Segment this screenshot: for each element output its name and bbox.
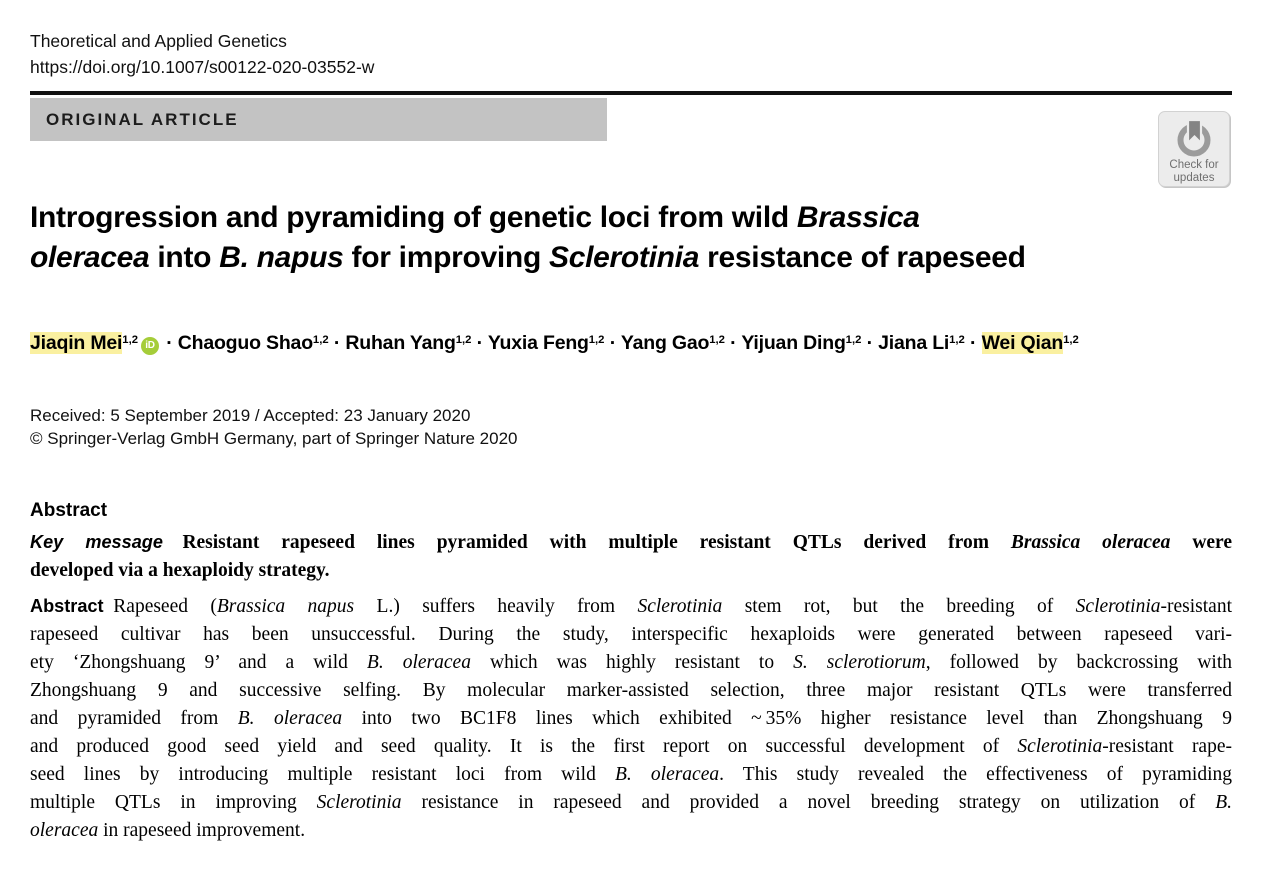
- authors-line: Jiaqin Mei$^{1,2}$ iD · Chaoguo Shao$^{1,2}$ · Ruhan Yang$^{1,2}$ · Yuxia Feng$^{1,2}$ · Yang Gao$^{1,2}$ · Yijuan Ding$^{1,2}$ · Jiana Li$^{1,2}$ · Wei Qian$^{1,2}$: [30, 331, 1079, 354]
- abstract-line: and produced good seed yield and seed quality. It is the first report on successful development of Sclerotinia-resistant rape-: [30, 735, 1232, 757]
- abstract-line: seed lines by introducing multiple resistant loci from wild B. oleracea. This study revealed the effectiveness of pyramiding: [30, 763, 1232, 785]
- doi-link[interactable]: https://doi.org/10.1007/s00122-020-03552-w: [30, 57, 375, 77]
- orcid-icon[interactable]: iD: [141, 337, 159, 355]
- article-meta: [30, 404, 1232, 450]
- key-message: [30, 528, 1232, 585]
- header-rule: [30, 91, 1232, 95]
- abstract-line: Abstract Rapeseed (Brassica napus L.) suffers heavily from Sclerotinia stem rot, but the breeding of Sclerotinia-resistant: [30, 595, 1233, 617]
- abstract-line: rapeseed cultivar has been unsuccessful. During the study, interspecific hexaploids were generated between rapeseed vari-: [30, 623, 1232, 645]
- journal-header: [30, 28, 1232, 80]
- key-message-line: developed via a hexaploidy strategy.: [30, 559, 330, 581]
- check-for-updates-label: Check for updates: [1169, 159, 1219, 184]
- check-for-updates-badge[interactable]: [1158, 111, 1230, 187]
- article-title-line: oleracea into B. napus for improving Sclerotinia resistance of rapeseed: [30, 241, 1026, 274]
- article-type-banner: [30, 98, 607, 141]
- abstract-heading: Abstract: [30, 499, 108, 521]
- abstract-line: oleracea in rapeseed improvement.: [30, 819, 306, 841]
- key-message-line: Key message Resistant rapeseed lines pyramided with multiple resistant QTLs derived from Brassica oleracea were: [30, 531, 1233, 553]
- journal-name: Theoretical and Applied Genetics: [30, 31, 287, 51]
- article-type-label: ORIGINAL ARTICLE: [46, 109, 239, 129]
- abstract-body: [30, 592, 1232, 845]
- received-accepted-text: Received: 5 September 2019 / Accepted: 23 January 2020: [30, 405, 471, 425]
- article-title-line: Introgression and pyramiding of genetic loci from wild Brassica: [30, 201, 920, 234]
- abstract-line: ety ‘Zhongshuang 9’ and a wild B. oleracea which was highly resistant to S. sclerotiorum, followed by backcrossing with: [30, 651, 1232, 673]
- copyright-text: © Springer-Verlag GmbH Germany, part of Springer Nature 2020: [30, 428, 518, 448]
- abstract-line: and pyramided from B. oleracea into two BC1F8 lines which exhibited ~ 35% higher resistance level than Zhongshuang 9: [30, 707, 1232, 729]
- abstract-line: Zhongshuang 9 and successive selfing. By molecular marker-assisted selection, three major resistant QTLs were transferred: [30, 679, 1232, 701]
- crossmark-icon: [1173, 117, 1215, 159]
- article-title: [30, 198, 1232, 278]
- abstract-line: multiple QTLs in improving Sclerotinia resistance in rapeseed and provided a novel breeding strategy on utilization of B.: [30, 791, 1232, 813]
